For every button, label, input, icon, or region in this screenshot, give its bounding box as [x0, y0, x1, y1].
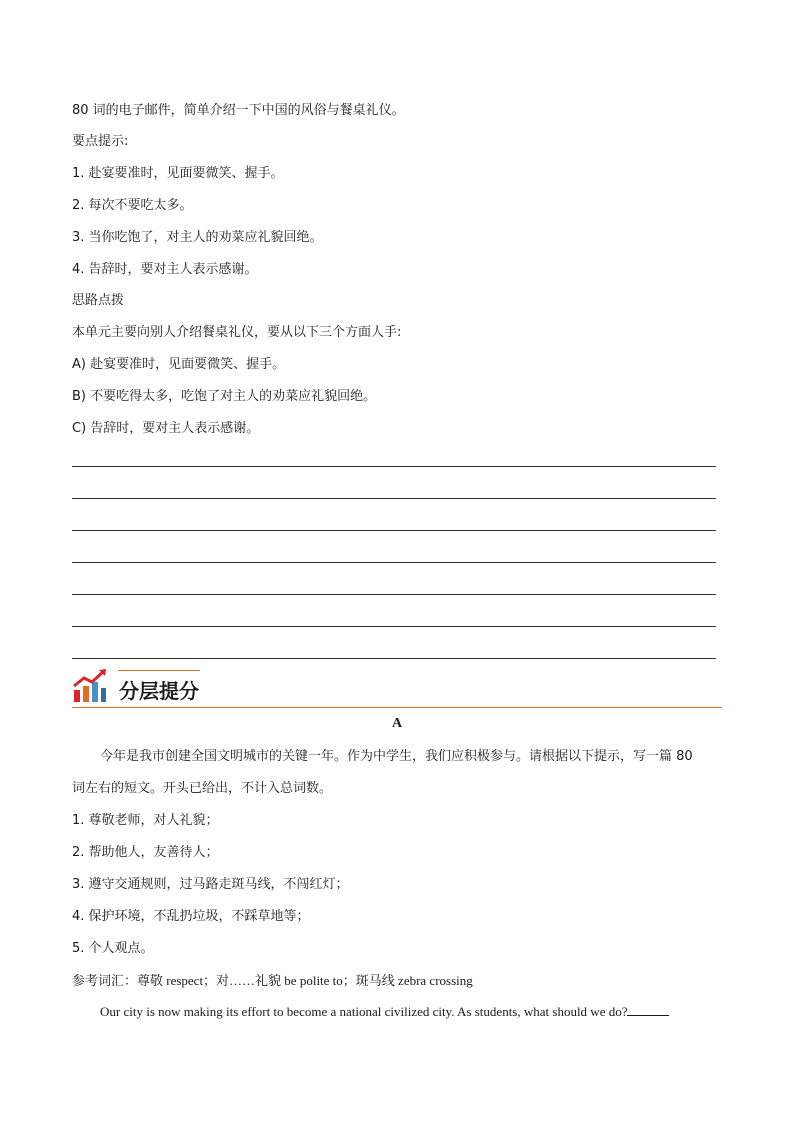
writing-line[interactable]	[72, 498, 716, 499]
section-label: A	[391, 716, 403, 731]
point-item: 1. 尊敬老师，对人礼貌；	[72, 813, 219, 828]
hint-item: 4. 告辞时，要对主人表示感谢。	[72, 262, 258, 277]
tip-item: A) 赴宴要准时，见面要微笑、握手。	[72, 357, 286, 372]
writing-line[interactable]	[72, 530, 716, 531]
tips-heading: 思路点拨	[72, 293, 125, 308]
writing-line[interactable]	[72, 562, 716, 563]
opening-sentence	[100, 1003, 669, 1021]
tips-intro: 本单元主要向别人介绍餐桌礼仪，要从以下三个方面人手:	[72, 325, 402, 340]
writing-line[interactable]	[72, 466, 716, 467]
point-item: 5. 个人观点。	[72, 941, 154, 956]
vocab-line: 参考词汇：尊敬 respect；对……礼貌 be polite to；斑马线 zebra crossing	[72, 973, 473, 988]
hints-heading: 要点提示:	[72, 134, 129, 149]
hint-item: 3. 当你吃饱了，对主人的劝菜应礼貌回绝。	[72, 230, 323, 245]
section-banner	[72, 664, 722, 710]
point-item: 2. 帮助他人，友善待人；	[72, 845, 219, 860]
writing-line[interactable]	[72, 594, 716, 595]
tip-item: C) 告辞时，要对主人表示感谢。	[72, 421, 260, 436]
opening-text: Our city is now making its effort to become a national civilized city. As students, what should we do?	[100, 1004, 628, 1019]
hint-item: 1. 赴宴要准时，见面要微笑、握手。	[72, 166, 284, 181]
prompt-line: 今年是我市创建全国文明城市的关键一年。作为中学生，我们应积极参与。请根据以下提示，写一篇 80	[100, 749, 693, 764]
banner-underline	[72, 707, 722, 708]
hint-item: 2. 每次不要吃太多。	[72, 198, 193, 213]
chart-rising-icon	[72, 668, 108, 704]
answer-blank[interactable]	[627, 1003, 669, 1016]
banner-title: 分层提分	[119, 679, 199, 703]
point-item: 3. 遵守交通规则，过马路走斑马线，不闯红灯；	[72, 877, 349, 892]
intro-task-line: 80 词的电子邮件，简单介绍一下中国的风俗与餐桌礼仪。	[72, 103, 405, 118]
banner-accent-line	[118, 670, 200, 671]
tip-item: B) 不要吃得太多，吃饱了对主人的劝菜应礼貌回绝。	[72, 389, 377, 404]
writing-line[interactable]	[72, 658, 716, 659]
writing-line[interactable]	[72, 626, 716, 627]
prompt-line: 词左右的短文。开头已给出，不计入总词数。	[72, 781, 333, 796]
point-item: 4. 保护环境，不乱扔垃圾，不踩草地等；	[72, 909, 310, 924]
